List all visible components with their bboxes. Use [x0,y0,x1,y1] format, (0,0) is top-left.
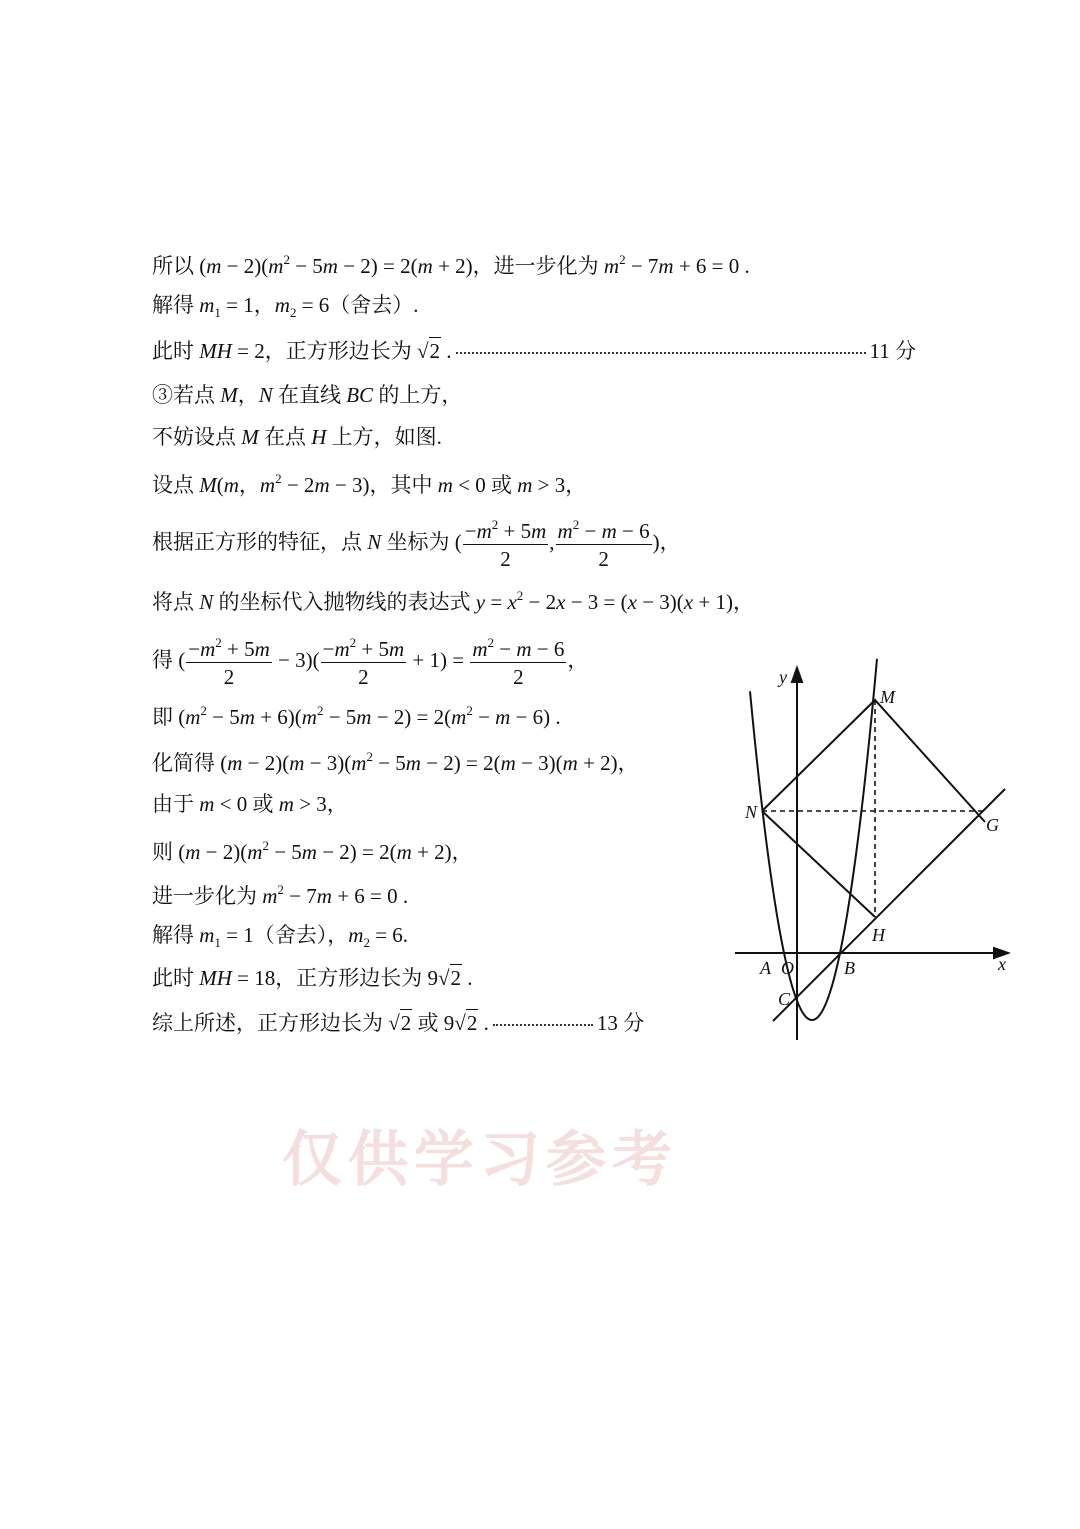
text-segment: 解得 [152,923,200,947]
superscript: 2 [215,635,222,650]
math-variable: M [241,425,259,449]
text-segment: − 6 [616,519,650,543]
line-bc [773,789,1005,1021]
math-variable: x [556,590,566,614]
text-segment: 上方，如图. [326,425,442,449]
math-variable: m [254,637,270,661]
text-segment: − 5 [289,254,323,278]
text-segment: = 2，正方形边长为 [231,339,418,363]
text-segment: = 18，正方形边长为 9 [231,966,439,990]
math-variable: m [601,519,617,543]
math-variable: m [658,254,674,278]
text-segment: . [478,1011,489,1035]
subscript: 2 [363,935,370,950]
text-segment: 此时 [152,339,200,363]
math-variable: m [185,840,201,864]
label-h: H [872,925,885,945]
text-segment: 的坐标代入抛物线的表达式 [213,590,476,614]
radicand: 2 [466,1011,478,1035]
superscript: 2 [619,252,626,267]
subscript: 2 [289,305,297,320]
text-segment: > 3， [532,473,587,497]
text-segment: + 6 = 0 . [673,254,750,278]
math-variable: m [517,473,533,497]
text-segment: 在点 [258,425,312,449]
text-segment: − 5 [268,840,302,864]
math-variable: m [557,519,573,543]
math-variable: m [451,705,467,729]
math-variable: m [278,792,294,816]
radical-sign: √ [438,966,450,990]
text-segment: − 2)( [221,254,269,278]
math-variable: m [500,751,516,775]
math-variable: H [311,425,327,449]
square-mngh [762,700,985,822]
math-variable: m [437,473,453,497]
text-segment: − 3)，其中 [329,473,438,497]
radicand: 2 [400,1011,412,1035]
text-segment: − 5 [372,751,406,775]
square-side-nh [762,811,875,917]
text-segment: 解得 [152,293,200,317]
text-segment: − 3)( [515,751,563,775]
superscript: 2 [466,703,473,718]
math-variable: N [367,529,382,554]
text-segment: 即 ( [152,705,186,729]
text-segment: = [485,590,508,614]
superscript: 2 [366,749,373,764]
fraction-denominator: 2 [598,547,609,571]
text-segment: + 2)， [411,840,473,864]
math-variable: m [314,473,330,497]
text-segment: ， [237,383,259,407]
text-segment: = 6. [369,923,409,947]
math-variable: MH [199,966,232,990]
math-variable: m [562,751,578,775]
math-variable: m [334,637,350,661]
math-variable: m [199,293,215,317]
math-variable: M [199,473,217,497]
math-variable: m [472,637,488,661]
radical-sign: √ [388,1011,400,1035]
text-segment: , [549,529,555,554]
text-segment: 则 ( [152,840,186,864]
superscript: 2 [262,838,269,853]
text-segment: )， [652,529,681,554]
math-variable: m [301,705,317,729]
math-variable: m [531,519,547,543]
math-variable: m [348,923,364,947]
superscript: 2 [516,588,524,603]
text-segment: − 5 [323,705,357,729]
math-variable: m [247,840,263,864]
text-segment: − 2)( [242,751,290,775]
text-segment: 综上所述，正方形边长为 [152,1011,389,1035]
math-variable: x [627,590,637,614]
math-variable: m [259,473,276,497]
label-x: x [998,954,1006,974]
text-segment: 由于 [152,792,200,816]
superscript: 2 [200,703,207,718]
superscript: 2 [487,635,495,650]
math-variable: m [495,705,511,729]
text-segment: 将点 [152,590,200,614]
text-segment: − 6 [531,637,565,661]
subscript: 1 [214,305,221,320]
text-segment: − 3)( [636,590,684,614]
label-g: G [986,815,999,835]
math-variable: M [220,383,238,407]
text-segment: − 3)( [304,751,352,775]
math-variable: m [316,884,332,908]
text-segment: 进一步化为 [152,884,263,908]
text-segment: 11 分 [869,339,917,363]
text-segment: 不妨设点 [152,425,242,449]
text-segment: − 2) = 2( [420,751,501,775]
text-segment: 所以 ( [152,254,207,278]
text-segment: + 5 [498,519,532,543]
math-variable: m [200,637,216,661]
label-o: O [781,958,794,978]
math-variable: m [289,751,305,775]
y-axis-arrow-icon [792,668,802,682]
watermark: 仅供学习参考 [282,1125,678,1195]
math-variable: N [199,590,214,614]
label-y: y [779,667,787,687]
text-segment: − [472,705,496,729]
label-n: N [745,802,758,822]
superscript: 2 [572,517,580,532]
math-variable: m [268,254,284,278]
label-m: M [880,687,895,707]
text-segment: − [188,637,201,661]
text-segment: − 7 [625,254,659,278]
math-variable: m [396,840,412,864]
math-variable: m [603,254,620,278]
math-variable: m [274,293,290,317]
superscript: 2 [349,635,357,650]
math-variable: m [351,751,367,775]
math-variable: m [239,705,255,729]
math-variable: m [516,637,532,661]
text-segment: 设点 [152,473,200,497]
fraction-denominator: 2 [500,547,511,571]
math-variable: m [356,705,372,729]
math-variable: BC [346,383,374,407]
text-segment: + 6 = 0 . [331,884,409,908]
radicand: 2 [429,339,441,363]
radicand: 2 [450,966,462,990]
text-segment: − 2 [523,590,557,614]
fraction-denominator: 2 [223,665,235,689]
math-variable: m [199,923,215,947]
text-segment: − 2)( [200,840,248,864]
math-variable: m [227,751,243,775]
math-variable: m [199,792,215,816]
text-segment: + 5 [221,637,255,661]
text-segment: 13 分 [596,1011,645,1035]
text-segment: < 0 或 [214,792,279,816]
text-segment: − 2) = 2( [371,705,452,729]
text-segment: + 5 [356,637,389,661]
superscript: 2 [491,517,499,532]
text-segment: − 3)( [272,647,320,672]
math-variable: m [185,705,201,729]
label-c: C [778,989,791,1009]
text-segment: 根据正方形的特征，点 [152,529,368,554]
math-variable: x [507,590,517,614]
superscript: 2 [277,882,284,897]
fraction-denominator: 2 [358,665,369,689]
text-segment: . [441,339,452,363]
text-segment: = 6（舍去）. [296,293,419,317]
text-segment: − [494,637,517,661]
text-segment: − [322,637,335,661]
text-segment: − [579,519,602,543]
superscript: 2 [275,471,282,486]
text-segment: 此时 [152,966,200,990]
math-variable: y [475,590,486,614]
text-segment: − [464,519,477,543]
text-segment: − 6) . [510,705,561,729]
text-segment: − 2 [281,473,315,497]
text-segment: 得 ( [152,647,186,672]
text-segment: + 2)，进一步化为 [432,254,604,278]
math-variable: m [405,751,421,775]
text-segment: ， [238,473,260,497]
text-segment: − 5 [206,705,240,729]
math-variable: m [206,254,222,278]
superscript: 2 [316,703,324,718]
text-segment: . [462,966,473,990]
text-segment: < 0 或 [452,473,518,497]
text-segment: 化简得 ( [152,751,228,775]
text-segment: 的上方， [373,383,463,407]
text-segment: + 2)， [577,751,639,775]
text-segment: 坐标为 ( [381,529,462,554]
math-variable: m [476,519,492,543]
text-segment: 或 9 [412,1011,455,1035]
text-segment: − 2) = 2( [337,254,418,278]
fraction-denominator: 2 [513,665,524,689]
math-variable: m [301,840,317,864]
text-segment: 在直线 [272,383,347,407]
text-segment: = 1（舍去）， [220,923,349,947]
math-variable: m [388,637,405,661]
text-segment: ③若点 [152,383,221,407]
text-segment: > 3， [293,792,348,816]
text-segment: ( [216,473,224,497]
text-segment: − 7 [283,884,317,908]
math-variable: x [683,590,694,614]
text-segment: − 3 = ( [565,590,628,614]
label-b: B [844,958,855,978]
radical-sign: √ [417,339,429,363]
math-variable: m [417,254,433,278]
math-variable: N [258,383,273,407]
math-variable: MH [199,339,232,363]
math-variable: m [322,254,338,278]
subscript: 1 [214,935,221,950]
text-segment: + 1) = [407,647,470,672]
text-segment: ， [567,647,589,672]
text-segment: + 1)， [693,590,754,614]
math-variable: m [223,473,239,497]
text-segment: − 2) = 2( [316,840,397,864]
superscript: 2 [283,252,290,267]
text-segment: = 1， [220,293,275,317]
text-segment: + 6)( [254,705,302,729]
radical-sign: √ [454,1011,466,1035]
label-a: A [760,958,771,978]
math-variable: m [262,884,278,908]
